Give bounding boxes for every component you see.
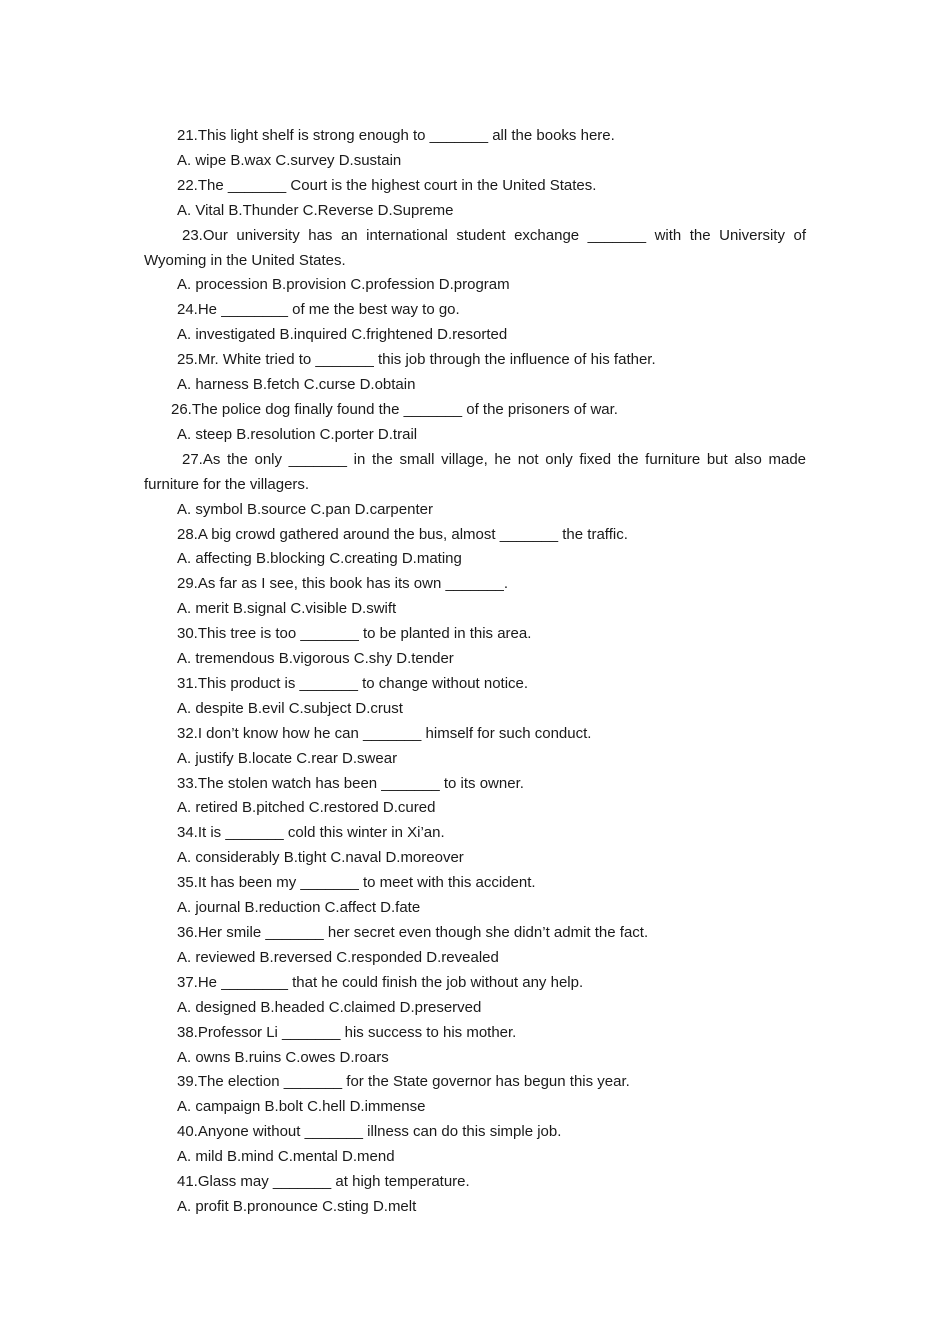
options-39: A. campaign B.bolt C.hell D.immense — [177, 1098, 426, 1116]
question-22: 22.The _______ Court is the highest court in the United States. — [177, 176, 597, 194]
options-29: A. merit B.signal C.visible D.swift — [177, 600, 397, 618]
question-35: 35.It has been my _______ to meet with this accident. — [177, 874, 536, 892]
question-26: 26.The police dog finally found the _______ of the prisoners of war. — [171, 400, 618, 418]
question-29: 29.As far as I see, this book has its own _______. — [177, 575, 509, 593]
options-25: A. harness B.fetch C.curse D.obtain — [177, 376, 416, 394]
options-27: A. symbol B.source C.pan D.carpenter — [177, 500, 433, 518]
options-24: A. investigated B.inquired C.frightened D.resorted — [177, 326, 508, 344]
options-22: A. Vital B.Thunder C.Reverse D.Supreme — [177, 201, 454, 219]
question-21: 21.This light shelf is strong enough to _______ all the books here. — [177, 127, 615, 144]
options-21: A. wipe B.wax C.survey D.sustain — [177, 151, 402, 169]
options-38: A. owns B.ruins C.owes D.roars — [177, 1048, 389, 1066]
options-28: A. affecting B.blocking C.creating D.mating — [177, 550, 462, 568]
question-27: 27.As the only _______ in the small village, he not only fixed the furniture but also made furniture for the villagers. — [144, 450, 806, 493]
options-34: A. considerably B.tight C.naval D.moreover — [177, 849, 464, 867]
question-31: 31.This product is _______ to change without notice. — [177, 674, 529, 692]
question-28: 28.A big crowd gathered around the bus, almost _______ the traffic. — [177, 525, 628, 543]
question-24: 24.He ________ of me the best way to go. — [177, 301, 460, 319]
question-38: 38.Professor Li _______ his success to his mother. — [177, 1023, 517, 1041]
options-36: A. reviewed B.reversed C.responded D.revealed — [177, 948, 499, 966]
options-32: A. justify B.locate C.rear D.swear — [177, 749, 398, 767]
question-23: 23.Our university has an international student exchange _______ with the University of Wyoming in the United States. — [144, 226, 806, 269]
question-39: 39.The election _______ for the State governor has begun this year. — [177, 1073, 630, 1091]
options-35: A. journal B.reduction C.affect D.fate — [177, 899, 421, 917]
options-41: A. profit B.pronounce C.sting D.melt — [177, 1197, 417, 1215]
question-25: 25.Mr. White tried to _______ this job through the influence of his father. — [177, 351, 656, 369]
question-33: 33.The stolen watch has been _______ to its owner. — [177, 774, 524, 792]
question-41: 41.Glass may _______ at high temperature. — [177, 1173, 470, 1191]
question-40: 40.Anyone without _______ illness can do this simple job. — [177, 1123, 562, 1141]
exercise-content — [144, 124, 806, 1220]
options-26: A. steep B.resolution C.porter D.trail — [177, 425, 418, 443]
options-30: A. tremendous B.vigorous C.shy D.tender — [177, 650, 454, 668]
options-23: A. procession B.provision C.profession D.program — [177, 276, 510, 294]
question-34: 34.It is _______ cold this winter in Xi’an. — [177, 824, 445, 842]
options-33: A. retired B.pitched C.restored D.cured — [177, 799, 436, 817]
options-31: A. despite B.evil C.subject D.crust — [177, 699, 403, 717]
options-37: A. designed B.headed C.claimed D.preserved — [177, 998, 482, 1016]
question-30: 30.This tree is too _______ to be planted in this area. — [177, 625, 532, 643]
question-32: 32.I don’t know how he can _______ himself for such conduct. — [177, 724, 592, 742]
question-37: 37.He ________ that he could finish the job without any help. — [177, 973, 584, 991]
question-36: 36.Her smile _______ her secret even though she didn’t admit the fact. — [177, 924, 649, 941]
options-40: A. mild B.mind C.mental D.mend — [177, 1148, 395, 1166]
